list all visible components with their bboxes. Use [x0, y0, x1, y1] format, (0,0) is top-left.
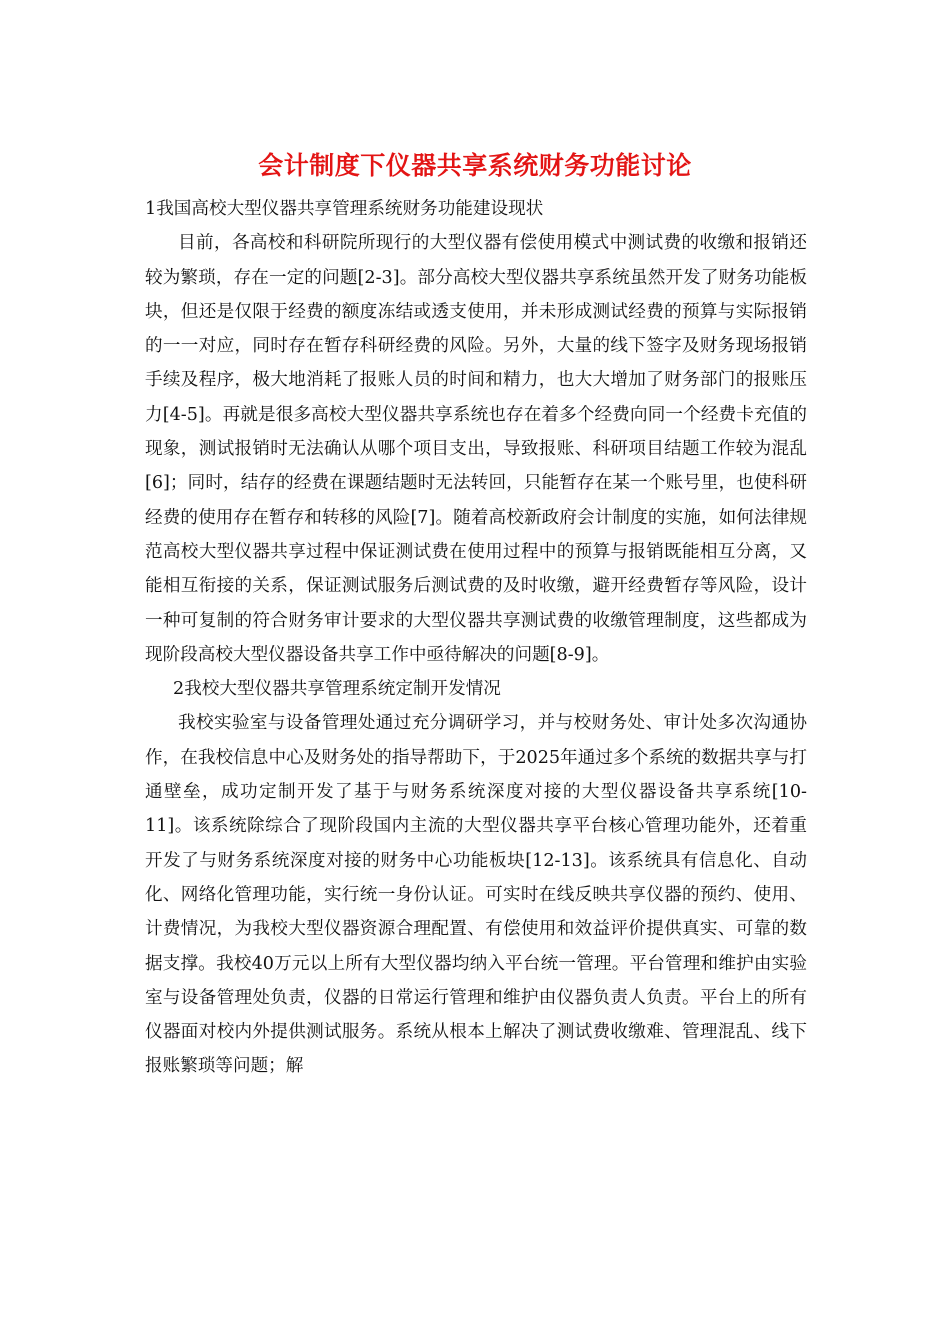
document-title: 会计制度下仪器共享系统财务功能讨论	[258, 151, 692, 180]
document-body	[145, 192, 807, 1084]
section-heading-1: 1我国高校大型仪器共享管理系统财务功能建设现状	[145, 199, 544, 219]
section-paragraph-1: 目前，各高校和科研院所现行的大型仪器有偿使用模式中测试费的收缴和报销还较为繁琐，存在一定的问题[2-3]。部分高校大型仪器共享系统虽然开发了财务功能板块，但还是仅限于经费的额度冻结或透支使用，并未形成测试经费的预算与实际报销的一一对应，同时存在暂存科研经费的风险。另外，大量的线下签字及财务现场报销手续及程序，极大地消耗了报账人员的时间和精力，也大大增加了财务部门的报账压力[4-5]。再就是很多高校大型仪器共享系统也存在着多个经费向同一个经费卡充值的现象，测试报销时无法确认从哪个项目支出，导致报账、科研项目结题工作较为混乱[6]；同时，结存的经费在课题结题时无法转回，只能暂存在某一个账号里，也使科研经费的使用存在暂存和转移的风险[7]。随着高校新政府会计制度的实施，如何法律规范高校大型仪器共享过程中保证测试费在使用过程中的预算与报销既能相互分离，又能相互衔接的关系，保证测试服务后测试费的及时收缴，避开经费暂存等风险，设计一种可复制的符合财务审计要求的大型仪器共享测试费的收缴管理制度，这些都成为现阶段高校大型仪器设备共享工作中亟待解决的问题[8-9]。	[145, 233, 807, 665]
section-paragraph-2: 我校实验室与设备管理处通过充分调研学习，并与校财务处、审计处多次沟通协作，在我校信息中心及财务处的指导帮助下，于2025年通过多个系统的数据共享与打通壁垒，成功定制开发了基于与财务系统深度对接的大型仪器设备共享系统[10-11]。该系统除综合了现阶段国内主流的大型仪器共享平台核心管理功能外，还着重开发了与财务系统深度对接的财务中心功能板块[12-13]。该系统具有信息化、自动化、网络化管理功能，实行统一身份认证。可实时在线反映共享仪器的预约、使用、计费情况，为我校大型仪器资源合理配置、有偿使用和效益评价提供真实、可靠的数据支撑。我校40万元以上所有大型仪器均纳入平台统一管理。平台管理和维护由实验室与设备管理处负责，仪器的日常运行管理和维护由仪器负责人负责。平台上的所有仪器面对校内外提供测试服务。系统从根本上解决了测试费收缴难、管理混乱、线下报账繁琐等问题；解	[145, 713, 807, 1077]
section-heading-2: 2我校大型仪器共享管理系统定制开发情况	[173, 679, 501, 700]
